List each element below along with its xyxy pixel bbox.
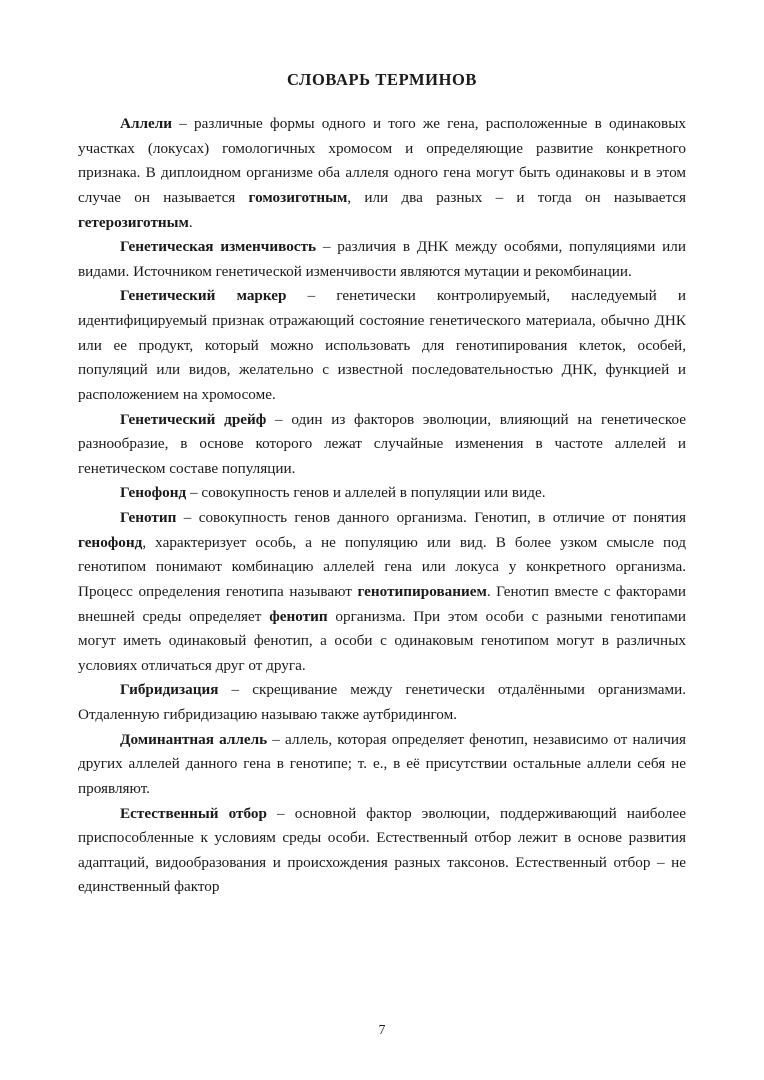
page-title: СЛОВАРЬ ТЕРМИНОВ xyxy=(286,70,478,89)
glossary-entry: Аллели – различные формы одного и того же гена, расположенные в одинаковых участках (локусах) гомологичных хромосом и определяющие развитие конкретного признака. В диплоидном организме оба аллеля одного гена могут быть одинаковы и в этом случае он называется гомозиготным, или два разных – и тогда он называется гетерозиготным. xyxy=(78,115,686,231)
glossary-entry: Доминантная аллель – аллель, которая определяет фенотип, независимо от наличия других аллелей данного гена в генотипе; т. е., в её присутствии остальные аллели себя не проявляют. xyxy=(78,730,686,797)
glossary-entry: Генофонд – совокупность генов и аллелей в популяции или виде. xyxy=(120,484,546,502)
glossary-entry: Генетический дрейф – один из факторов эволюции, влияющий на генетическое разнообразие, в основе которого лежат случайные изменения в частоте аллелей и генетическом составе популяции. xyxy=(78,410,687,477)
glossary-entry: Гибридизация – скрещивание между генетически отдалёнными организмами. Отдаленную гибридизацию называю также аутбридингом. xyxy=(78,681,686,723)
glossary-entry: Генетический маркер – генетически контролируемый, наследуемый и идентифицируемый признак отражающий состояние генетического материала, обычно ДНК или ее продукт, который можно использовать для генотипирования клеток, особей, популяций или видов, желательно с известной последовательностью ДНК, функцией и расположением на хромосоме. xyxy=(78,287,686,403)
glossary-entry: Генотип – совокупность генов данного организма. Генотип, в отличие от понятия генофонд, характеризует особь, а не популяцию или вид. В более узком смысле под генотипом понимают комбинацию аллелей гена или локуса у конкретного организма. Процесс определения генотипа называют генотипированием. Генотип вместе с факторами внешней среды определяет фенотип организма. При этом особи с разными генотипами могут иметь одинаковый фенотип, а особи с одинаковым генотипом могут в различных условиях отличаться друг от друга. xyxy=(78,509,686,674)
glossary-entry: Генетическая изменчивость – различия в ДНК между особями, популяциями или видами. Источником генетической изменчивости являются мутации и рекомбинации. xyxy=(78,238,687,280)
glossary-entries xyxy=(78,112,686,900)
page-number: 7 xyxy=(378,1022,386,1037)
glossary-entry: Естественный отбор – основной фактор эволюции, поддерживающий наиболее приспособленные к условиям среды особи. Естественный отбор лежит в основе развития адаптаций, видообразования и происхождения разных таксонов. Естественный отбор – не единственный фактор xyxy=(78,804,686,896)
